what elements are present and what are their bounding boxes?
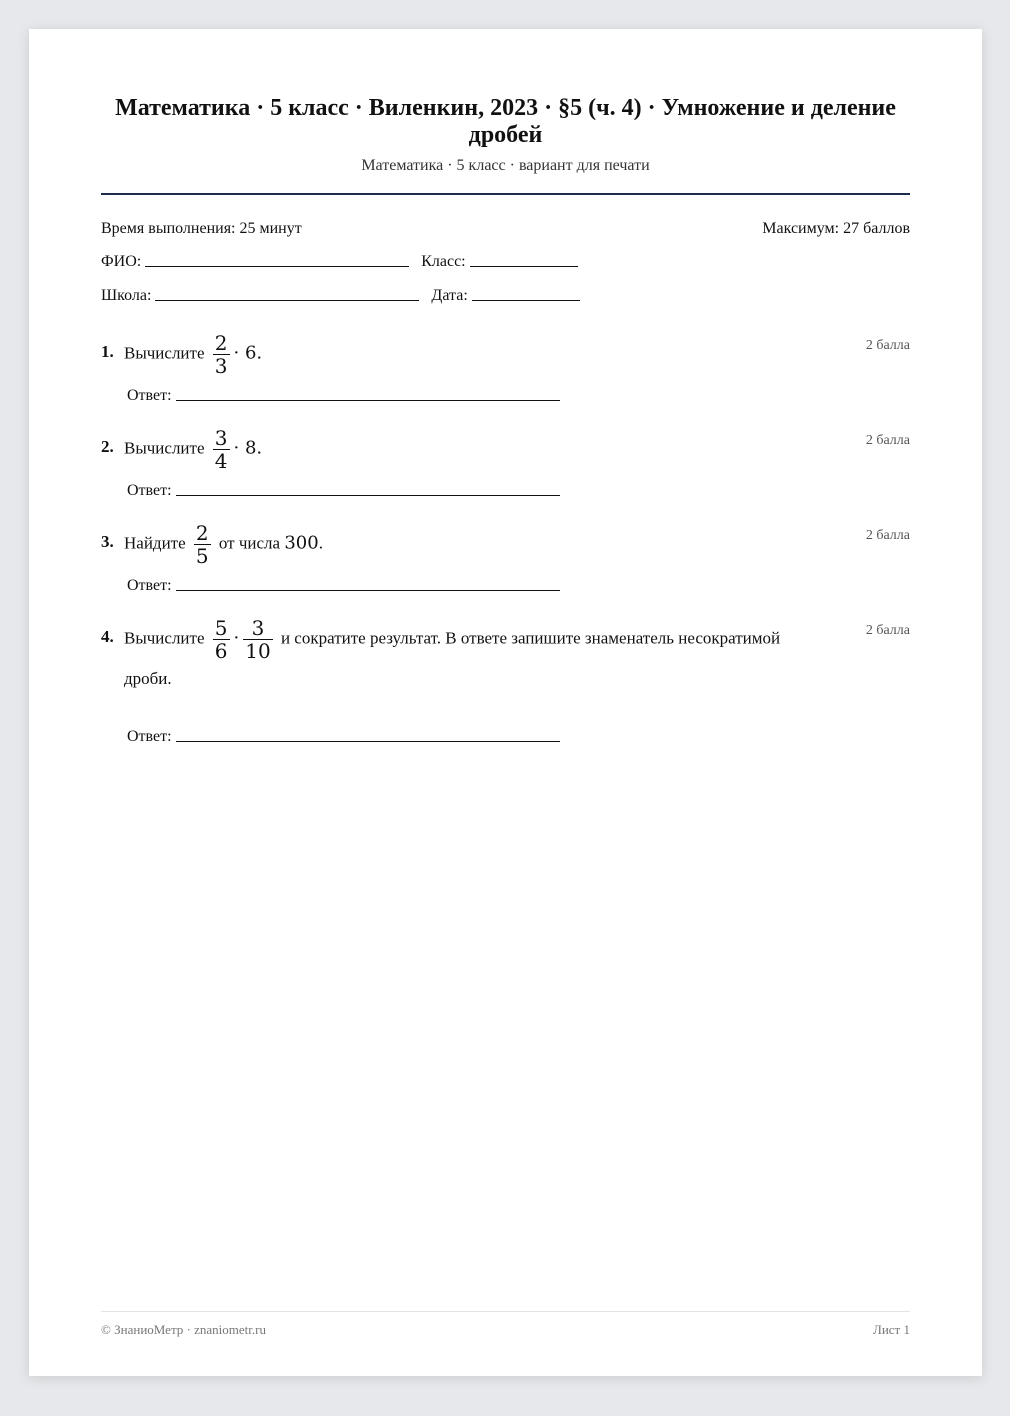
expression-tail: . — [318, 533, 323, 553]
question-number: 1. — [101, 342, 114, 361]
fio-label: ФИО: — [101, 253, 142, 270]
fraction-numerator: 5 — [214, 616, 228, 640]
question-text — [124, 332, 824, 377]
answer-label: Ответ: — [127, 728, 172, 745]
question-number: 3. — [101, 532, 114, 551]
question-prompt: Вычислите — [124, 343, 205, 363]
fraction-numerator: 2 — [214, 331, 228, 355]
school-label: Школа: — [101, 287, 152, 304]
question-text — [124, 522, 824, 567]
question-rest: и сократите результат. В ответе запишите знаменатель несократимой дроби. — [124, 628, 781, 688]
question-prompt: Найдите — [124, 533, 186, 553]
fraction-denominator: 5 — [195, 544, 209, 568]
answer-field[interactable] — [176, 590, 560, 591]
school-field[interactable] — [155, 299, 419, 301]
fraction-denominator: 10 — [245, 639, 271, 663]
question-text — [124, 427, 824, 472]
question-number: 4. — [101, 627, 114, 646]
number-value: 300 — [284, 532, 319, 554]
class-label: Класс: — [421, 253, 466, 270]
fraction-denominator: 4 — [214, 449, 228, 473]
time-limit: Время выполнения: 25 минут — [101, 220, 302, 237]
fraction-denominator: 3 — [214, 354, 228, 378]
fraction-numerator: 3 — [214, 426, 228, 450]
fio-field[interactable] — [145, 265, 409, 267]
school-date-row — [101, 287, 592, 305]
answer-label: Ответ: — [127, 387, 172, 404]
footer-divider — [101, 1311, 910, 1312]
question-points: 2 балла — [865, 528, 910, 543]
expression-tail: · 8. — [233, 437, 263, 459]
question-number: 2. — [101, 437, 114, 456]
question-points: 2 балла — [865, 433, 910, 448]
answer-label: Ответ: — [127, 482, 172, 499]
footer-copyright: © ЗнаниоМетр · znaniometr.ru — [101, 1322, 266, 1337]
multiply-dot: · — [233, 627, 240, 649]
fraction — [194, 522, 211, 567]
answer-label: Ответ: — [127, 577, 172, 594]
fraction — [213, 617, 230, 662]
page-subtitle: Математика · 5 класс · вариант для печати — [361, 157, 650, 174]
fraction-numerator: 3 — [251, 616, 265, 640]
worksheet-page — [29, 29, 982, 1376]
question-prompt: Вычислите — [124, 438, 205, 458]
fraction — [213, 332, 230, 377]
class-field[interactable] — [470, 265, 578, 267]
max-score: Максимум: 27 баллов — [762, 220, 910, 237]
page-title: Математика · 5 класс · Виленкин, 2023 · §5 (ч. 4) · Умножение и деление дробей — [115, 95, 896, 148]
expression-tail: · 6. — [233, 342, 263, 364]
footer-page-number: Лист 1 — [873, 1322, 910, 1337]
question-points: 2 балла — [865, 338, 910, 353]
answer-row — [127, 577, 560, 595]
question-prompt: Вычислите — [124, 628, 205, 648]
answer-field[interactable] — [176, 741, 560, 742]
fraction — [213, 427, 230, 472]
question-mid-text: от числа — [218, 533, 281, 553]
answer-field[interactable] — [176, 495, 560, 496]
fraction — [243, 617, 272, 662]
fraction-denominator: 6 — [214, 639, 228, 663]
date-label: Дата: — [431, 287, 468, 304]
question-text — [124, 617, 824, 695]
answer-row — [127, 728, 560, 746]
date-field[interactable] — [472, 299, 580, 301]
answer-row — [127, 482, 560, 500]
answer-field[interactable] — [176, 400, 560, 401]
header-divider — [101, 193, 910, 195]
fio-class-row — [101, 253, 590, 271]
question-points: 2 балла — [865, 623, 910, 638]
answer-row — [127, 387, 560, 405]
fraction-numerator: 2 — [195, 521, 209, 545]
